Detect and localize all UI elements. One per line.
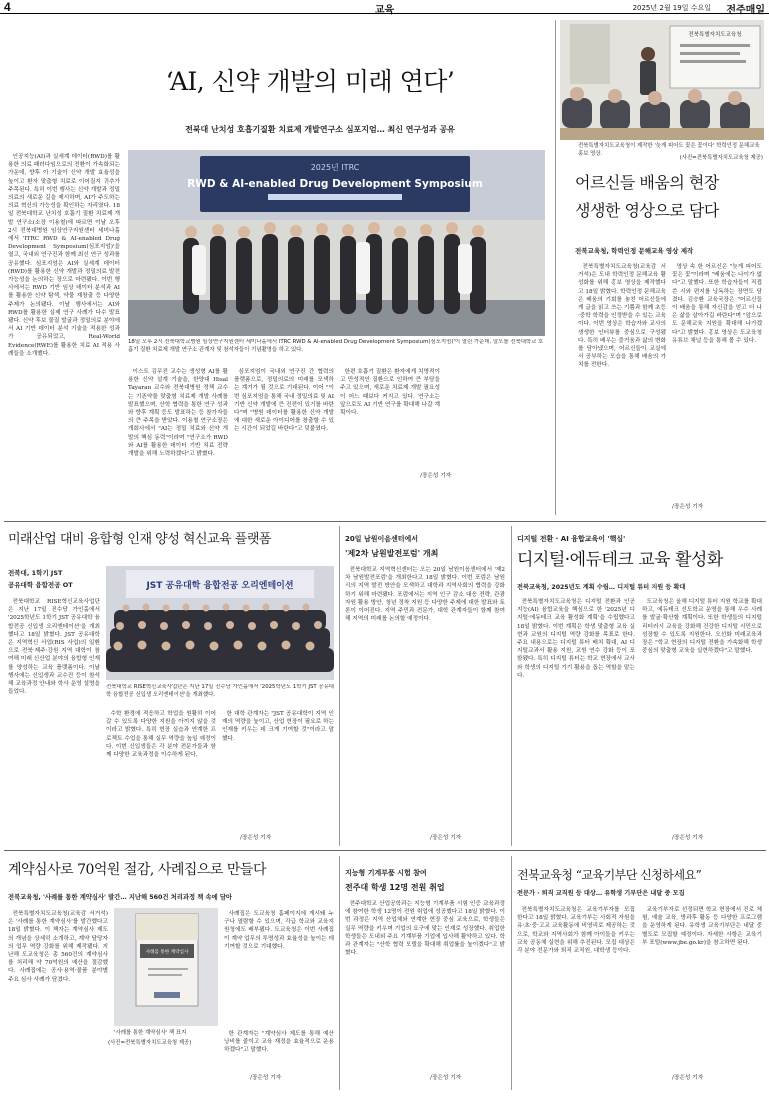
story6-col3: 한 관계자는 "계약심사 제도를 통해 예산 낭비를 줄이고 교육 재정을 효율적으로 운용하겠다"고 말했다.	[224, 1031, 334, 1054]
book-title: 사례를 통한 계약심사	[145, 950, 189, 955]
story4-kicker: 20일 남원이음센터에서	[345, 535, 419, 543]
story1-headline: ‘AI, 신약 개발의 미래 연다’	[165, 67, 455, 96]
section-divider	[4, 850, 766, 851]
story1-subhead: 전북대 난치성 호흡기질환 치료제 개발연구소 심포지엄… 최신 연구성과 공유	[185, 125, 455, 134]
story6-signature: /장은성 기자	[250, 1075, 282, 1081]
story4-body: 전북대학교 지역혁신센터는 오는 20일 남원이음센터에서 '제2차 남원발전포럼'을 개최한다고 18일 밝혔다. 이번 포럼은 남원시의 지역 발전 방안을 모색하고 대학과 지역사회의 협력을 강화하기 위해 마련됐다. 포럼에서는 지역 인구 감소 대응 전략, 관광 자원 활용 방안, 청년 정착 지원 등 다양한 주제에 대한 발표와 토론이 이어진다. 지역 주민과 전문가, 대학 관계자들이 함께 참여해 지역의 미래를 논의할 예정이다.	[345, 567, 505, 623]
story5-headline: 디지털·에듀테크 교육 활성화	[517, 550, 723, 570]
story2-headline-1: 어르신들 배움의 현장	[575, 173, 719, 192]
column-divider	[511, 526, 512, 846]
story4-signature: /장은성 기자	[430, 835, 462, 841]
newspaper-name: 전주매일	[726, 5, 765, 16]
story1-col4: 한편 호흡기 질환은 환자에게 치명적이고 만성적인 질환으로 인하여 큰 부담을 주고 있으며, 새로운 치료제 개발 필요성이 어느 때보다 커지고 있다. 연구소는 앞으로도 AI 기반 연구를 확대해 나갈 계획이다.	[340, 369, 440, 417]
story1-photo	[128, 150, 545, 336]
page-header	[0, 0, 769, 14]
story8-signature: /장은성 기자	[672, 1075, 704, 1081]
story3-col2: 수학 환경에 적응하고 학업을 원활히 이어갈 수 있도록 다양한 지원을 아끼지 않을 것이라고 밝혔다. 특히 현장 실습과 연계한 프로젝트 수업을 통해 실무 역량을 높일 예정이다. 이번 신입생들은 각 분야 전문가들과 함께 다양한 교육과정을 이수하게 된다.	[106, 711, 216, 759]
column-divider	[511, 856, 512, 1090]
column-divider	[339, 526, 340, 846]
story2-photo	[560, 20, 764, 140]
story8-col1: 전북특별자치도교육청은 교육기부자를 모집한다고 18일 밝혔다. 교육기부는 사회적 자원을 유·초·중·고교 교육활동에 비영리로 제공하는 것으로, 학교와 지역사회가 함께 아이들을 키우는 교육 공동체 실현을 위해 추진된다. 모집 대상은 각 분야 전문가와 퇴직 교직원, 대학생 등이다.	[517, 907, 635, 955]
story6-col1: 전북특별자치도교육청(교육감 서거석)은 '사례를 통한 계약심사'를 발간했다고 18일 밝혔다. 이 책자는 계약심사 제도의 개념을 상세히 소개하고, 계약 담당자의 업무 역량 강화를 위해 제작됐다. 지난해 도교육청은 총 560건의 계약심사를 처리해 약 70억원의 예산을 절감했다. 사례집에는 공사·용역·물품 분야별 주요 심사 사례가 담겼다.	[8, 911, 108, 983]
story7-headline: 전주대 학생 12명 전원 취업	[345, 883, 445, 892]
story6-book-cover	[114, 908, 218, 1026]
jst-banner: JST 공유대학 융합전공 오리엔테이션	[146, 581, 294, 591]
story3-subhead1: 전북대, 1학기 JST	[8, 569, 63, 577]
story3-col1: 전북대학교 RISE혁신교육사업단은 지난 17일 진수당 가인홀에서 '2025학년도 1학기 JST 공유대학 융합전공 신입생 오리엔테이션'을 개최했다고 18일 밝혔다. JST 공유대학은 지역혁신 사업(RIS 사업)의 일환으로 전북·제주·강원 지역 대학이 참여해 미래 신산업 분야의 융합형 인재를 양성하는 교육 플랫폼이다. 이날 행사에는 신입생과 교수진 등이 참석해 교육과정 안내와 학사 운영 설명을 들었다.	[8, 599, 100, 696]
issue-date: 2025년 2월 19일 수요일	[632, 4, 711, 12]
section-divider	[4, 521, 766, 522]
story7-signature: /장은성 기자	[430, 1075, 462, 1081]
story2-col1: 전북특별자치도교육청(교육감 서거석)은 도내 학력인정 문해교육 활성화를 위해 홍보 영상을 제작했다고 18일 밝혔다. 학력인정 문해교육은 배움의 기회를 놓친 어르신들에게 글을 읽고 쓰는 기쁨과 함께 초등·중학 학력을 인정받을 수 있는 교육이다. 이번 영상은 학습자와 교사의 생생한 인터뷰를 중심으로 구성됐다. 특히 배우는 즐거움과 삶의 변화를 담아냈으며, 어르신들이 교실에서 공부하는 모습을 통해 배움의 가치를 전한다.	[578, 264, 666, 369]
story3-caption: 전북대학교 RISE혁신교육사업단은 지난 17일 진수당 가인홀에서 '2025학년도 1학기 JST 공유대학 융합전공 신입생 오리엔테이션'을 개최했다.	[106, 684, 334, 698]
story3-photo	[106, 566, 334, 680]
story2-headline-2: 생생한 영상으로 담다	[575, 201, 719, 220]
story8-col2: 교육기부자로 선정되면 학교 현장에서 진로 체험, 예술 교육, 방과후 활동 등 다양한 프로그램을 운영하게 된다. 유학생 교육기부단은 내달 중 별도로 모집할 예정이다. 자세한 사항은 교육기부 포털(www.jbe.go.kr)을 참고하면 된다.	[642, 907, 762, 946]
section-title: 교육	[374, 5, 395, 16]
story6-caption: '사례를 통한 계약심사' 책 표지	[114, 1030, 187, 1036]
story7-kicker: 지능형 기계부품 시험 참여	[345, 869, 427, 877]
story1-caption: 18일 오후 2시 전북대학교병원 임상연구지원센터 세미나홀에서 ITRC RWD & AI-enabled Drug Development Symposium(심포지엄)'이 열린 가운데, 알오를 전북대학교 호흡기 질환 치료제 개발 연구소 관계자 및 참석자들이 기념촬영을 하고 있다.	[128, 339, 544, 353]
story3-headline: 미래산업 대비 융합형 인재 양성 혁신교육 플랫폼	[8, 532, 271, 547]
story6-col2: 사례집은 도교육청 홈페이지에 게시돼 누구나 열람할 수 있으며, 각급 학교와 교육지원청에도 배부됐다. 도교육청은 이번 사례집이 계약 업무의 투명성과 효율성을 높이는 데 기여할 것으로 기대했다.	[224, 911, 334, 950]
column-divider	[555, 20, 556, 515]
story5-col1: 전북특별자치도교육청은 디지털 전환과 인공지능(AI) 융합교육을 핵심으로 한 '2025년 디지털·에듀테크 교육 활성화 계획'을 수립했다고 18일 밝혔다. 이번 계획은 학생 맞춤형 교육 실현과 교원의 디지털 역량 강화를 목표로 한다. 주요 내용으로는 디지털 튜터 배치 확대, AI 디지털교과서 활용 지원, 교원 연수 강화 등이 포함됐다. 특히 디지털 튜터는 학교 현장에서 교사와 학생의 디지털 기기 활용을 돕는 역할을 맡는다.	[517, 599, 635, 679]
story2-col2: 영상 속 한 어르신은 "늦게 피어도 꽃은 꽃"이라며 "배움에는 나이가 없다"고 말했다. 또한 학습자들이 직접 쓴 시와 편지를 낭독하는 장면도 담겼다. 김승환 교육국장은 "어르신들이 배움을 통해 자신감을 얻고 더 나은 삶을 살아가길 바란다"며 "앞으로도 문해교육 지원을 확대해 나가겠다"고 밝혔다. 홍보 영상은 도교육청 유튜브 채널 등을 통해 볼 수 있다.	[672, 264, 762, 344]
story8-headline: 전북교육청 “교육기부단 신청하세요”	[517, 868, 702, 882]
story6-headline: 계약심사로 70억원 절감, 사례집으로 만들다	[8, 862, 266, 878]
banner-year: 2025년 ITRC	[310, 163, 360, 172]
story5-signature: /장은성 기자	[672, 835, 704, 841]
story4-headline: '제2차 남원발전포럼' 개최	[345, 549, 439, 558]
story7-body: 전주대학교 산업공학과는 지능형 기계부품 시험 인증 교육과정에 참여한 학생 12명이 전원 취업에 성공했다고 18일 밝혔다. 이번 과정은 지역 산업체와 연계한 현장 중심 교육으로, 학생들은 실무 역량을 키우며 기업의 요구에 맞는 인재로 성장했다. 취업한 학생들은 도내외 주요 기계부품 기업에 입사해 활약하고 있다. 학과 관계자는 "산학 협력 모델을 확대해 취업률을 높이겠다"고 밝혔다.	[345, 901, 505, 957]
story2-subhead: 전북교육청, 학력인정 문해교육 영상 제작	[575, 247, 694, 255]
story6-subhead: 전북교육청, '사례를 통한 계약심사' 발간… 지난해 560건 처리과정 책 속에 담아	[8, 894, 233, 901]
story3-signature: /장은성 기자	[240, 835, 272, 841]
story1-signature: /장은성 기자	[420, 473, 452, 479]
story2-photo-caption: 전북특별자치도교육청이 제작한 '늦게 피어도 꽃은 꽃이다' 학력인정 문해교육 홍보 영상.	[578, 143, 760, 157]
page-number: 4	[4, 0, 11, 14]
story5-kicker: 디지털 전환 · AI 융합교육이 '핵심'	[517, 535, 626, 543]
story2-photo-credit: (사진=전북특별자치도교육청 제공)	[679, 155, 763, 161]
story8-subhead: 전문가 · 퇴직 교직원 등 대상… 유학생 기부단은 내달 중 모집	[517, 890, 685, 897]
story3-col3: 한 대학 관계자는 "JST 공유대학이 지역 인재의 역량을 높이고, 산업 현장이 필요로 하는 인재를 키우는 데 크게 기여할 것"이라고 말했다.	[222, 711, 334, 742]
screen-text: 전북특별자치도교육청	[688, 32, 742, 38]
story1-col2: 이스트 김무진 교수는 생성형 AI를 활용한 신약 설계 기술을, 한양대 Hisal Tayaran 교수와 전북대병원 정책 교수는 기존약물 맞춤형 치료제 개발 사례를 발표했으며, 산학 협력을 통한 연구 성과와 향후 계획 등도 발표하는 등 참가자들의 큰 주목을 받았다. 이용철 연구소장은 개회사에서 "AI는 정밀 치료와 신약 개발의 핵심 동력"이라며 "연구소가 RWD와 AI를 활용한 데이터 기반 치료 전략 개발을 위해 노력하겠다"고 밝혔다.	[128, 369, 228, 458]
story2-signature: /장은성 기자	[672, 504, 704, 510]
story6-caption-credit: (사진=전북특별자치도교육청 제공)	[108, 1040, 192, 1046]
story5-subhead: 전북교육청, 2025년도 계획 수립… 디지털 튜터 지원 등 확대	[517, 584, 686, 591]
story1-col3: 심포지엄이 국내외 연구진 간 협력의 플랫폼으로, 정밀의료의 미래를 모색하는 계기가 될 것으로 기대된다. 이어 "이번 심포지엄을 통해 국내 정밀의료 및 AI 기반 신약 개발에 큰 진전이 있기를 바란다"며 "병원 데이터를 활용한 신약 개발에 대한 새로운 아이디어를 창출할 수 있는 시간이 되었길 바란다"고 덧붙였다.	[234, 369, 334, 433]
story5-col2: 도교육청은 올해 디지털 튜터 지원 학교를 확대하고, 에듀테크 선도학교 운영을 통해 우수 사례를 발굴·확산할 계획이다. 또한 학생들의 디지털 리터러시 교육을 강화해 건강한 디지털 시민으로 성장할 수 있도록 지원한다. 오선화 미래교육과장은 "학교 현장의 디지털 전환을 가속화해 학생 중심의 맞춤형 교육을 실현하겠다"고 말했다.	[642, 599, 762, 655]
banner-title: RWD & AI-enabled Drug Development Symposium	[187, 178, 483, 190]
column-divider	[339, 856, 340, 1090]
story3-subhead2: 공유대학 융합전공 OT	[8, 581, 73, 589]
story1-col1: 인공지능(AI)과 실세계 데이터(RWD)를 활용한 의료 패러다임으로의 전환이 가속화되는 가운데, 향후 이 기술이 신약 개발 효율성을 높이고 환자 맞춤형 치료로 이어질지 귀추가 주목된다. 특히 이번 행사는 신약 개발과 정밀의료의 새로운 길을 제시하며, AI가 주도하는 의료 혁신의 가능성을 확인하는 자리였다. 18일 전북대학교 난치성 호흡기 질환 치료제 개발 연구소(소장 이용철)에 따르면 이날 오후 2시 전북대병원 임상연구지원센터 세미나홀에서 'ITRC RWD & AI-enabled Drug Development Symposium(심포지엄)'을 열고, 국내외 연구진과 함께 최신 연구 성과를 공유했다. 심포지엄은 AI와 실세계 데이터(RWD)를 활용한 신약 개발과 정밀의료 발전 가능성을 논의하는 장으로 마련됐다. 이번 행사에서는 RWD 기반 임상 데이터 분석과 AI를 활용한 신약 탐색, 약물 재창출 등 다양한 주제가 논의됐다. 이날 행사에서는 AI와 RWD를 활용한 실제 연구 사례가 다수 발표됐다. 신약 후보 물질 발굴과 정밀의료 분야에서 AI 기반 데이터 분석 기술을 적용한 성과가 공유되었고, Real-World Evidence(RWE)를 활용한 치료 AI 적용 사례들을 소개했다.	[8, 154, 120, 357]
